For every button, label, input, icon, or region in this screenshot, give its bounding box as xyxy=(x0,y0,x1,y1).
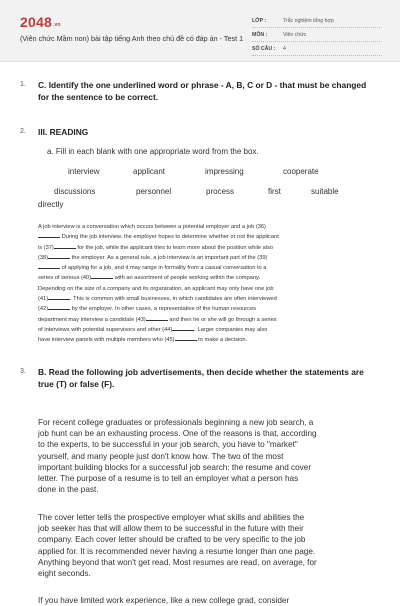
passage-line: During the job interview, the employer hopes to determine whether or not the applicant xyxy=(38,232,383,242)
quiz-meta xyxy=(252,14,382,56)
reading-passage xyxy=(38,222,383,346)
word-option: directly xyxy=(38,200,64,209)
passage-line: (42) by the employer. In other cases, a representative of the human resources xyxy=(38,306,257,313)
answer-blank xyxy=(38,232,60,238)
article-paragraph-3: If you have limited work experience, like a new college grad, consider xyxy=(38,596,290,605)
passage-line: is (37) for the job, while the applicant tries to learn more about the position while also xyxy=(38,244,274,251)
answer-blank xyxy=(48,294,70,300)
word-option: cooperate xyxy=(283,167,319,176)
article-paragraph-2: The cover letter tells the prospective employer what skills and abilities the job seeker has that will allow them to be successful in the future with their company. Each cover letter should be crafted to be very specific to the job applied for. It is recommended never having a resume longer than one page. Anything beyond that won't get read. Most resumes are read, on average, for eight seconds. xyxy=(38,513,317,578)
passage-line: have interview panels with multiple members who (45) to make a decision. xyxy=(38,337,248,344)
section-heading: III. READING xyxy=(38,127,89,137)
meta-subject-row: MÔN : Viên chức xyxy=(252,28,382,42)
answer-blank xyxy=(91,273,113,279)
article-paragraph-1: For recent college graduates or professionals beginning a new job search, a job hunt can be an exhausting process. One of the reasons is that, according to the experts, to be successful in your job search, you have to "market" yourself, and many people just don't know how. The two of the most important building blocks for a successful job search: the resume and cover letter. The purpose of a resume is to tell an employer what a person has done in the past. xyxy=(38,418,317,495)
answer-blank xyxy=(38,263,60,269)
answer-blank xyxy=(48,304,70,310)
answer-blank xyxy=(172,325,194,331)
passage-line: department may interview a candidate (43) and then he or she will go through a series xyxy=(38,316,277,323)
passage-line: (38) the employer. As a general rule, a job interview is an important part of the (39) xyxy=(38,254,268,261)
passage-line: A job interview is a conversation which occurs between a potential employer and a job (36) xyxy=(38,224,266,230)
passage-line: Depending on the size of a company and its organization, an applicant may only have one job xyxy=(38,285,274,292)
word-option: process xyxy=(206,187,235,196)
quiz-title: (Viên chức Mầm non) bài tập tiếng Anh theo chủ đề có đáp án - Test 1 xyxy=(20,34,244,43)
passage-line: (41) . This is common with small businesses, in which candidates are often interviewed xyxy=(38,296,277,303)
word-option: first xyxy=(268,187,281,196)
word-option: interview xyxy=(68,167,100,176)
answer-blank xyxy=(48,253,70,259)
meta-class-row: LỚP : Trắc nghiệm tổng hợp xyxy=(252,14,382,28)
question-text: B. Read the following job advertisements, then decide whether the statements are true (T) or false (F). xyxy=(38,367,364,389)
word-option: personnel xyxy=(136,187,172,196)
answer-blank xyxy=(54,243,76,249)
passage-line: of interviews with potential supervisors and other (44) . Larger companies may also xyxy=(38,326,268,333)
meta-count-row: SỐ CÂU : 4 xyxy=(252,42,382,56)
site-logo[interactable]: $2048^{.vn}$ xyxy=(20,14,61,30)
question-text: C. Identify the one underlined word or phrase - A, B, C or D - that must be changed for the sentence to be correct. xyxy=(38,80,367,102)
question-number: 1. xyxy=(20,81,26,88)
passage-line: series of serious (40) with an assortment of people working within the company. xyxy=(38,275,261,282)
question-number: 3. xyxy=(20,368,26,375)
word-option: applicant xyxy=(133,167,166,176)
passage-line: of applying for a job, and it may range in formality from a casual conversation to a xyxy=(38,263,383,273)
word-option: discussions xyxy=(54,187,96,196)
question-number: 2. xyxy=(20,128,26,135)
part-a-instruction: a. Fill in each blank with one appropriate word from the box. xyxy=(47,147,259,156)
word-option: impressing xyxy=(205,167,244,176)
word-option: suitable xyxy=(311,187,339,196)
answer-blank xyxy=(175,335,197,341)
answer-blank xyxy=(146,315,168,321)
page-header xyxy=(0,0,400,62)
